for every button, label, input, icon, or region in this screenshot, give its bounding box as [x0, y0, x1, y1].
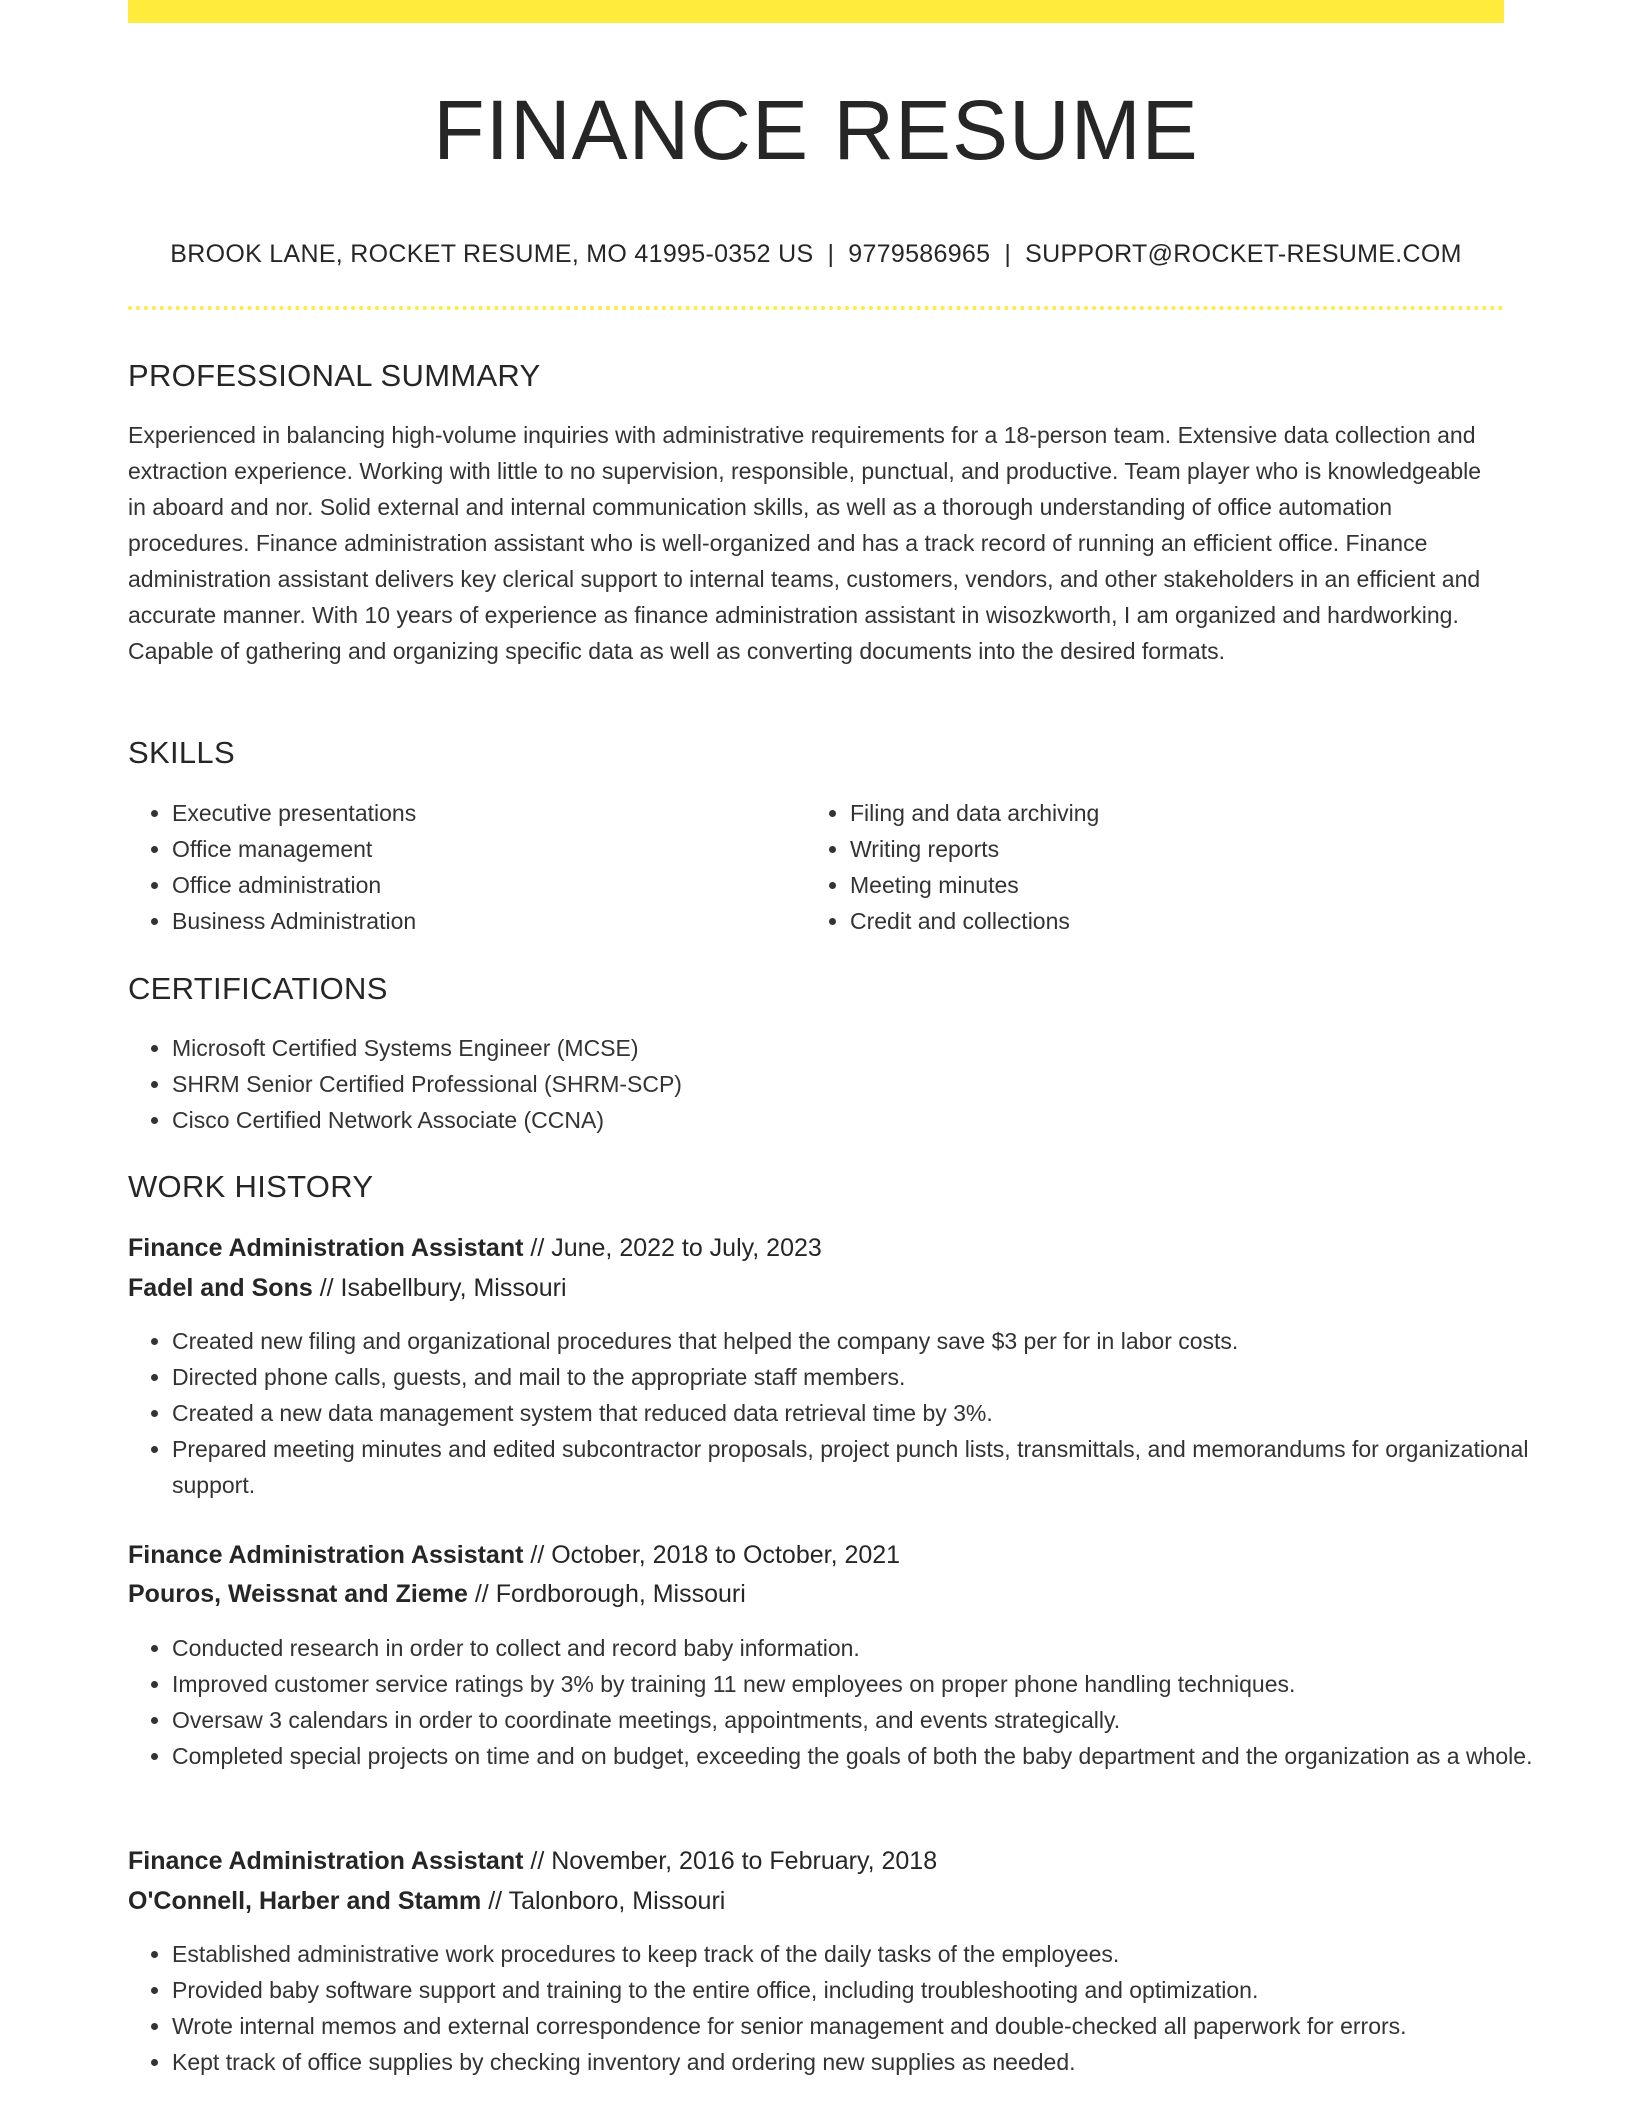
job-title-line [128, 1843, 937, 1879]
certification-item: • Microsoft Certified Systems Engineer (MCSE) [172, 1030, 1502, 1066]
job-bullet: • Conducted research in order to collect and record baby information. [172, 1630, 1548, 1666]
contact-email: SUPPORT@ROCKET-RESUME.COM [1025, 240, 1462, 268]
job-location: // Isabellbury, Missouri [312, 1274, 567, 1302]
job-location: // Fordborough, Missouri [467, 1580, 746, 1608]
contact-line [128, 236, 1504, 272]
certifications-list [128, 1030, 1502, 1138]
job-bullets [128, 1630, 1548, 1774]
job-bullet: • Kept track of office supplies by checking inventory and ordering new supplies as needed. [172, 2044, 1548, 2080]
skills-heading: SKILLS [128, 735, 235, 770]
job-company: Fadel and Sons [128, 1274, 313, 1302]
skill-item: • Filing and data archiving [850, 795, 1490, 831]
job-title: Finance Administration Assistant [128, 1847, 524, 1875]
work-history-heading: WORK HISTORY [128, 1169, 374, 1204]
contact-address: BROOK LANE, ROCKET RESUME, MO 41995-0352 US [170, 240, 814, 268]
skill-item: • Office management [172, 831, 812, 867]
certification-item: • Cisco Certified Network Associate (CCNA) [172, 1102, 1502, 1138]
job-title-line [128, 1537, 900, 1573]
accent-top-bar [128, 0, 1504, 23]
job-title: Finance Administration Assistant [128, 1234, 524, 1262]
skill-item: • Business Administration [172, 903, 812, 939]
skills-list-right [806, 795, 1490, 939]
job-bullet: • Created a new data management system that reduced data retrieval time by 3%. [172, 1395, 1548, 1431]
skills-list-left [128, 795, 812, 939]
job-dates: // June, 2022 to July, 2023 [523, 1234, 822, 1262]
job-bullet: • Created new filing and organizational procedures that helped the company save $3 per for in labor costs. [172, 1323, 1548, 1359]
skill-item: • Office administration [172, 867, 812, 903]
job-bullet: • Wrote internal memos and external correspondence for senior management and double-checked all paperwork for errors. [172, 2008, 1548, 2044]
skill-item: • Meeting minutes [850, 867, 1490, 903]
job-company-line [128, 1576, 746, 1612]
job-company-line [128, 1883, 725, 1919]
dotted-divider [128, 306, 1504, 310]
job-bullets [128, 1323, 1548, 1503]
certifications-heading: CERTIFICATIONS [128, 971, 388, 1006]
job-title: Finance Administration Assistant [128, 1541, 524, 1569]
summary-text: Experienced in balancing high-volume inquiries with administrative requirements for a 18-person team. Extensive data collection and extraction experience. Working with little to no supervision, responsible, punctual, and productive. Team player who is knowledgeable in aboard and nor. Solid external and internal communication skills, as well as a thorough understanding of office automation procedures. Finance administration assistant who is well-organized and has a track record of running an efficient office. Finance administration assistant delivers key clerical support to internal teams, customers, vendors, and other stakeholders in an efficient and accurate manner. With 10 years of experience as finance administration assistant in wisozkworth, I am organized and hardworking. Capable of gathering and organizing specific data as well as converting documents into the desired formats. [128, 422, 1482, 664]
job-company-line [128, 1270, 567, 1306]
job-bullet: • Established administrative work procedures to keep track of the daily tasks of the employees. [172, 1936, 1548, 1972]
contact-separator: | [827, 240, 835, 268]
job-title-line [128, 1230, 822, 1266]
skill-item: • Credit and collections [850, 903, 1490, 939]
job-bullet: • Oversaw 3 calendars in order to coordinate meetings, appointments, and events strategically. [172, 1702, 1548, 1738]
resume-title: FINANCE RESUME [433, 83, 1199, 177]
skill-item: • Executive presentations [172, 795, 812, 831]
summary-heading: PROFESSIONAL SUMMARY [128, 358, 541, 393]
job-bullet: • Directed phone calls, guests, and mail to the appropriate staff members. [172, 1359, 1548, 1395]
job-dates: // November, 2016 to February, 2018 [523, 1847, 938, 1875]
contact-phone: 9779586965 [848, 240, 991, 268]
job-company: O'Connell, Harber and Stamm [128, 1887, 482, 1915]
skill-item: • Writing reports [850, 831, 1490, 867]
job-dates: // October, 2018 to October, 2021 [523, 1541, 901, 1569]
job-bullet: • Completed special projects on time and on budget, exceeding the goals of both the baby department and the organization as a whole. [172, 1738, 1548, 1774]
job-bullet: • Improved customer service ratings by 3% by training 11 new employees on proper phone handling techniques. [172, 1666, 1548, 1702]
job-company: Pouros, Weissnat and Zieme [128, 1580, 468, 1608]
contact-separator: | [1004, 240, 1012, 268]
job-location: // Talonboro, Missouri [481, 1887, 726, 1915]
job-bullet: • Prepared meeting minutes and edited subcontractor proposals, project punch lists, transmittals, and memorandums for organizational support. [172, 1431, 1548, 1503]
job-bullets [128, 1936, 1548, 2080]
job-bullet: • Provided baby software support and training to the entire office, including troubleshooting and optimization. [172, 1972, 1548, 2008]
certification-item: • SHRM Senior Certified Professional (SHRM-SCP) [172, 1066, 1502, 1102]
